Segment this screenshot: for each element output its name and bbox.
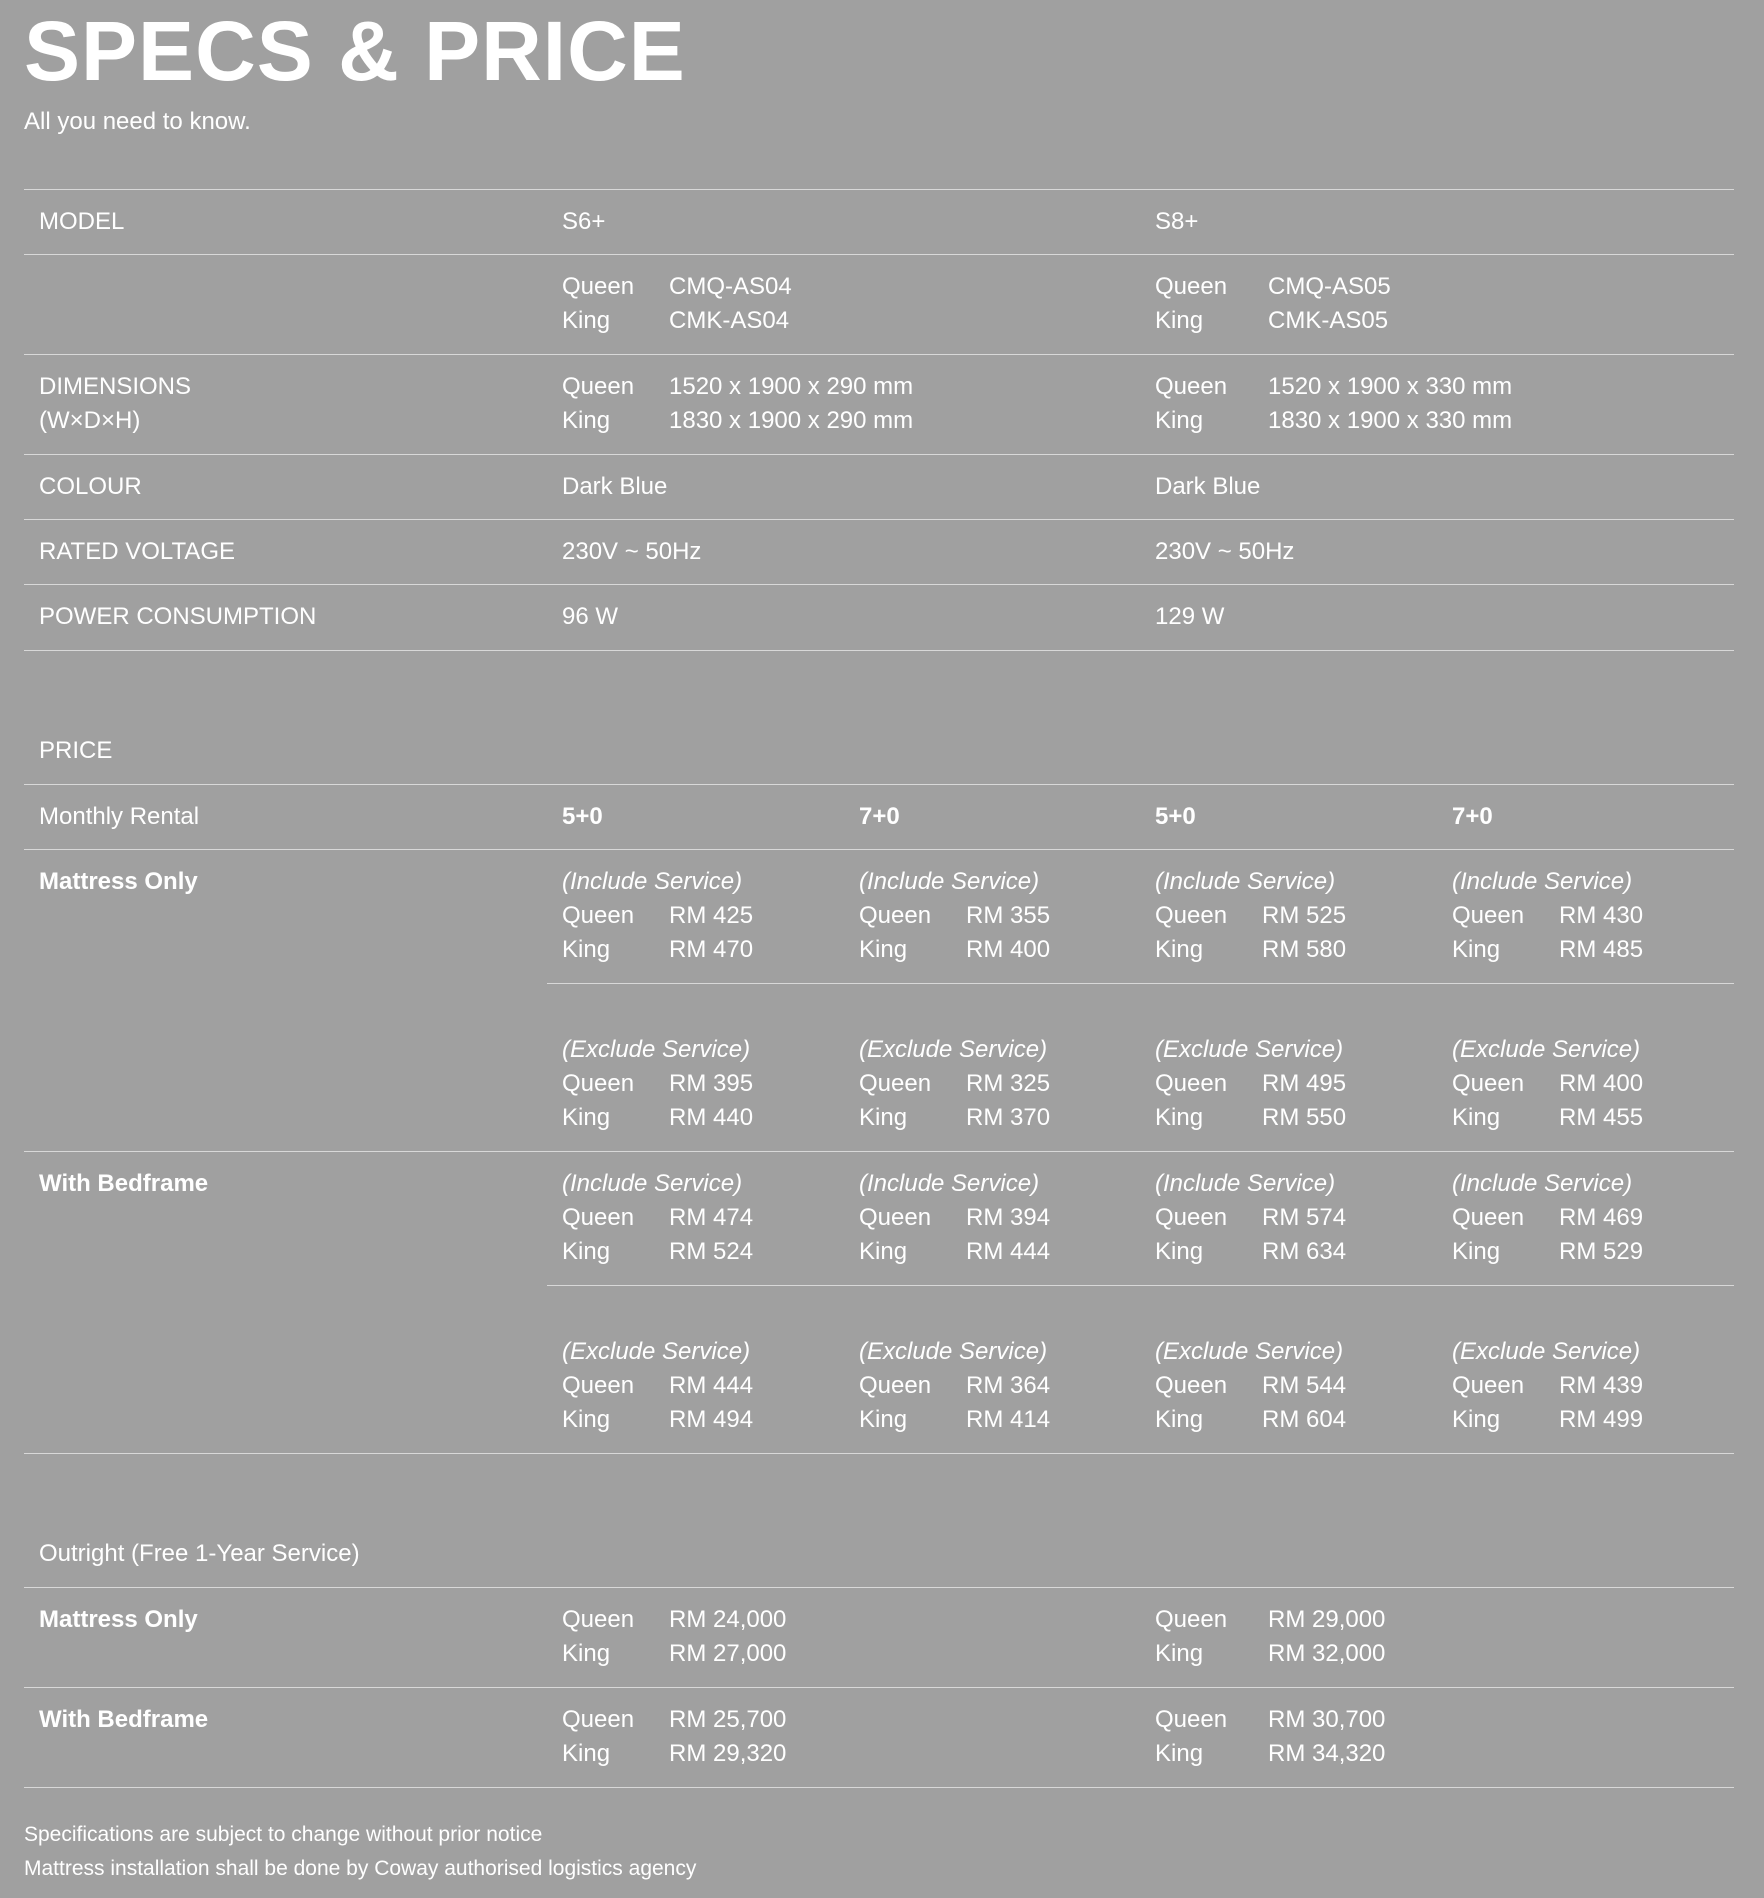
price-value: RM 634 bbox=[1262, 1238, 1347, 1265]
price-block bbox=[1155, 1167, 1346, 1269]
size-label: King bbox=[562, 936, 611, 963]
price-value: RM 395 bbox=[669, 1070, 754, 1097]
size-label: Queen bbox=[1452, 902, 1525, 929]
size-label: Queen bbox=[859, 902, 932, 929]
exclude-label: (Exclude Service) bbox=[1155, 1338, 1344, 1365]
size-label: King bbox=[1452, 936, 1501, 963]
size-label: King bbox=[1155, 1740, 1204, 1767]
price-block bbox=[1452, 865, 1643, 967]
pair-row bbox=[1155, 899, 1346, 933]
price-value: RM 444 bbox=[669, 1372, 754, 1399]
price-block bbox=[859, 865, 1050, 967]
size-label: King bbox=[859, 936, 908, 963]
model-code: CMQ-AS04 bbox=[669, 273, 792, 300]
pair-row bbox=[1452, 1235, 1643, 1269]
include-label: (Include Service) bbox=[859, 1170, 1040, 1197]
size-label: King bbox=[562, 307, 611, 334]
price-block bbox=[1155, 1335, 1346, 1437]
size-label: King bbox=[859, 1238, 908, 1265]
model-code: CMK-AS05 bbox=[1268, 307, 1389, 334]
price-block bbox=[859, 1335, 1050, 1437]
outright-mattress-s8 bbox=[1155, 1603, 1385, 1671]
price-block bbox=[562, 1167, 753, 1269]
price-value: RM 544 bbox=[1262, 1372, 1347, 1399]
row-colour bbox=[24, 455, 1734, 520]
row-outright-mattress-only bbox=[24, 1588, 1734, 1688]
price-value: RM 27,000 bbox=[669, 1640, 787, 1667]
pair-row bbox=[1155, 1637, 1385, 1671]
label-colour: COLOUR bbox=[39, 473, 142, 500]
price-value: RM 485 bbox=[1559, 936, 1644, 963]
plan-s6-7-0: 7+0 bbox=[859, 803, 900, 830]
dimension-value: 1830 x 1900 x 330 mm bbox=[1268, 407, 1513, 434]
pair-row bbox=[1155, 270, 1391, 304]
pair-row bbox=[1155, 1703, 1385, 1737]
row-power bbox=[24, 585, 1734, 651]
price-value: RM 580 bbox=[1262, 936, 1347, 963]
size-label: King bbox=[1155, 407, 1204, 434]
voltage-s6: 230V ~ 50Hz bbox=[562, 538, 702, 565]
size-label: King bbox=[562, 1640, 611, 1667]
pair-row bbox=[859, 933, 1050, 967]
row-monthly-rental bbox=[24, 785, 1734, 850]
size-label: Queen bbox=[859, 1070, 932, 1097]
pair-row bbox=[1155, 1369, 1346, 1403]
pair-row bbox=[1155, 1603, 1385, 1637]
price-block bbox=[859, 1033, 1050, 1135]
pair-row bbox=[859, 1201, 1050, 1235]
pair-row bbox=[562, 1067, 753, 1101]
price-value: RM 394 bbox=[966, 1204, 1051, 1231]
dimension-value: 1520 x 1900 x 290 mm bbox=[669, 373, 914, 400]
pair-row bbox=[859, 1369, 1050, 1403]
exclude-label: (Exclude Service) bbox=[1155, 1036, 1344, 1063]
price-value: RM 439 bbox=[1559, 1372, 1644, 1399]
size-label: Queen bbox=[562, 1372, 635, 1399]
dimensions-s8 bbox=[1155, 370, 1512, 438]
size-label: Queen bbox=[562, 902, 635, 929]
exclude-label: (Exclude Service) bbox=[1452, 1338, 1641, 1365]
price-block bbox=[1452, 1335, 1643, 1437]
label-power: POWER CONSUMPTION bbox=[39, 603, 317, 630]
price-value: RM 469 bbox=[1559, 1204, 1644, 1231]
size-label: King bbox=[859, 1406, 908, 1433]
size-label: Queen bbox=[1155, 373, 1228, 400]
price-value: RM 430 bbox=[1559, 902, 1644, 929]
pair-row bbox=[1155, 404, 1512, 438]
size-label: Queen bbox=[1155, 1070, 1228, 1097]
colour-s8: Dark Blue bbox=[1155, 473, 1261, 500]
pair-row bbox=[562, 370, 913, 404]
dimensions-s6 bbox=[562, 370, 913, 438]
size-label: King bbox=[1155, 1238, 1204, 1265]
price-value: RM 574 bbox=[1262, 1204, 1347, 1231]
footer-notes bbox=[24, 1818, 696, 1886]
pair-row bbox=[859, 1101, 1050, 1135]
price-value: RM 355 bbox=[966, 902, 1051, 929]
pair-row bbox=[562, 1703, 786, 1737]
label-outright-mattress-only: Mattress Only bbox=[39, 1606, 198, 1633]
row-outright-with-bedframe bbox=[24, 1688, 1734, 1788]
pair-row bbox=[1155, 1201, 1346, 1235]
pair-row bbox=[562, 404, 913, 438]
price-value: RM 495 bbox=[1262, 1070, 1347, 1097]
model-codes-s8 bbox=[1155, 270, 1391, 338]
price-value: RM 32,000 bbox=[1268, 1640, 1386, 1667]
price-value: RM 29,320 bbox=[669, 1740, 787, 1767]
pair-row bbox=[1155, 1737, 1385, 1771]
exclude-label: (Exclude Service) bbox=[562, 1338, 751, 1365]
size-label: King bbox=[562, 1238, 611, 1265]
pair-row bbox=[562, 933, 753, 967]
row-price-header bbox=[24, 651, 1734, 785]
model-s6: S6+ bbox=[562, 208, 606, 235]
size-label: King bbox=[1155, 1640, 1204, 1667]
price-value: RM 425 bbox=[669, 902, 754, 929]
price-block bbox=[562, 1335, 753, 1437]
pair-row bbox=[562, 899, 753, 933]
price-block bbox=[859, 1167, 1050, 1269]
voltage-s8: 230V ~ 50Hz bbox=[1155, 538, 1295, 565]
pair-row bbox=[562, 270, 792, 304]
label-voltage: RATED VOLTAGE bbox=[39, 538, 236, 565]
include-label: (Include Service) bbox=[1452, 868, 1633, 895]
pair-row bbox=[1155, 1235, 1346, 1269]
label-dimensions bbox=[39, 370, 191, 438]
price-block bbox=[1452, 1033, 1643, 1135]
row-rental-mattress-only bbox=[24, 850, 1734, 1152]
footer-note: Mattress installation shall be done by Coway authorised logistics agency bbox=[24, 1857, 697, 1880]
model-s8: S8+ bbox=[1155, 208, 1199, 235]
price-value: RM 604 bbox=[1262, 1406, 1347, 1433]
size-label: King bbox=[859, 1104, 908, 1131]
label-price: PRICE bbox=[39, 737, 113, 764]
label-rental-with-bedframe: With Bedframe bbox=[39, 1170, 209, 1197]
size-label: Queen bbox=[859, 1204, 932, 1231]
row-rental-with-bedframe bbox=[24, 1152, 1734, 1454]
dimension-value: 1520 x 1900 x 330 mm bbox=[1268, 373, 1513, 400]
price-value: RM 29,000 bbox=[1268, 1606, 1386, 1633]
price-value: RM 440 bbox=[669, 1104, 754, 1131]
size-label: King bbox=[1155, 1104, 1204, 1131]
size-label: Queen bbox=[1155, 902, 1228, 929]
size-label: Queen bbox=[1452, 1204, 1525, 1231]
label-dimensions-title: DIMENSIONS bbox=[39, 373, 192, 400]
pair-row bbox=[562, 1201, 753, 1235]
pair-row bbox=[562, 1235, 753, 1269]
pair-row bbox=[1452, 1369, 1643, 1403]
price-value: RM 400 bbox=[1559, 1070, 1644, 1097]
colour-s6: Dark Blue bbox=[562, 473, 668, 500]
price-value: RM 25,700 bbox=[669, 1706, 787, 1733]
pair-row bbox=[1155, 1403, 1346, 1437]
size-label: King bbox=[562, 1740, 611, 1767]
size-label: King bbox=[1452, 1406, 1501, 1433]
size-label: King bbox=[562, 407, 611, 434]
pair-row bbox=[1155, 1101, 1346, 1135]
plan-s8-7-0: 7+0 bbox=[1452, 803, 1493, 830]
price-value: RM 474 bbox=[669, 1204, 754, 1231]
price-block bbox=[562, 865, 753, 967]
pair-row bbox=[562, 1403, 753, 1437]
price-block bbox=[1155, 865, 1346, 967]
service-divider bbox=[547, 1285, 1734, 1286]
label-dimensions-unit: (W×D×H) bbox=[39, 407, 141, 434]
price-value: RM 499 bbox=[1559, 1406, 1644, 1433]
pair-row bbox=[562, 1369, 753, 1403]
label-outright-with-bedframe: With Bedframe bbox=[39, 1706, 209, 1733]
row-outright-header bbox=[24, 1454, 1734, 1588]
pair-row bbox=[1452, 1201, 1643, 1235]
size-label: King bbox=[1155, 1406, 1204, 1433]
pair-row bbox=[1452, 1403, 1643, 1437]
dimension-value: 1830 x 1900 x 290 mm bbox=[669, 407, 914, 434]
outright-bedframe-s8 bbox=[1155, 1703, 1385, 1771]
price-value: RM 370 bbox=[966, 1104, 1051, 1131]
price-value: RM 529 bbox=[1559, 1238, 1644, 1265]
outright-mattress-s6 bbox=[562, 1603, 786, 1671]
price-value: RM 325 bbox=[966, 1070, 1051, 1097]
pair-row bbox=[562, 1101, 753, 1135]
price-value: RM 30,700 bbox=[1268, 1706, 1386, 1733]
exclude-label: (Exclude Service) bbox=[859, 1036, 1048, 1063]
pair-row bbox=[562, 304, 792, 338]
price-value: RM 524 bbox=[669, 1238, 754, 1265]
size-label: Queen bbox=[1155, 1606, 1228, 1633]
size-label: Queen bbox=[562, 273, 635, 300]
pair-row bbox=[1155, 304, 1391, 338]
pair-row bbox=[859, 1067, 1050, 1101]
outright-bedframe-s6 bbox=[562, 1703, 786, 1771]
size-label: King bbox=[562, 1406, 611, 1433]
pair-row bbox=[562, 1603, 786, 1637]
size-label: King bbox=[562, 1104, 611, 1131]
power-s6: 96 W bbox=[562, 603, 619, 630]
pair-row bbox=[1155, 933, 1346, 967]
pair-row bbox=[859, 1235, 1050, 1269]
model-code: CMK-AS04 bbox=[669, 307, 790, 334]
include-label: (Include Service) bbox=[1155, 868, 1336, 895]
pair-row bbox=[859, 899, 1050, 933]
price-value: RM 525 bbox=[1262, 902, 1347, 929]
size-label: Queen bbox=[562, 1606, 635, 1633]
include-label: (Include Service) bbox=[562, 1170, 743, 1197]
price-value: RM 24,000 bbox=[669, 1606, 787, 1633]
price-block bbox=[1155, 1033, 1346, 1135]
exclude-label: (Exclude Service) bbox=[1452, 1036, 1641, 1063]
size-label: King bbox=[1452, 1238, 1501, 1265]
pair-row bbox=[1452, 1067, 1643, 1101]
price-value: RM 550 bbox=[1262, 1104, 1347, 1131]
size-label: King bbox=[1155, 307, 1204, 334]
include-label: (Include Service) bbox=[562, 868, 743, 895]
pair-row bbox=[1452, 1101, 1643, 1135]
size-label: Queen bbox=[562, 1706, 635, 1733]
label-outright: Outright (Free 1-Year Service) bbox=[39, 1540, 360, 1567]
row-dimensions bbox=[24, 355, 1734, 455]
price-value: RM 494 bbox=[669, 1406, 754, 1433]
pair-row bbox=[1452, 899, 1643, 933]
page-subtitle: All you need to know. bbox=[24, 108, 251, 135]
row-voltage bbox=[24, 520, 1734, 585]
price-value: RM 414 bbox=[966, 1406, 1051, 1433]
include-label: (Include Service) bbox=[1155, 1170, 1336, 1197]
size-label: Queen bbox=[1155, 1706, 1228, 1733]
price-value: RM 455 bbox=[1559, 1104, 1644, 1131]
price-block bbox=[562, 1033, 753, 1135]
service-divider bbox=[547, 983, 1734, 984]
price-value: RM 470 bbox=[669, 936, 754, 963]
include-label: (Include Service) bbox=[859, 868, 1040, 895]
pair-row bbox=[1452, 933, 1643, 967]
pair-row bbox=[562, 1637, 786, 1671]
size-label: Queen bbox=[562, 1070, 635, 1097]
size-label: Queen bbox=[1155, 1372, 1228, 1399]
price-value: RM 400 bbox=[966, 936, 1051, 963]
pair-row bbox=[562, 1737, 786, 1771]
model-code: CMQ-AS05 bbox=[1268, 273, 1391, 300]
plan-s8-5-0: 5+0 bbox=[1155, 803, 1196, 830]
include-label: (Include Service) bbox=[1452, 1170, 1633, 1197]
size-label: Queen bbox=[1155, 1204, 1228, 1231]
price-value: RM 34,320 bbox=[1268, 1740, 1386, 1767]
size-label: Queen bbox=[1452, 1070, 1525, 1097]
size-label: Queen bbox=[1452, 1372, 1525, 1399]
exclude-label: (Exclude Service) bbox=[562, 1036, 751, 1063]
footer-note: Specifications are subject to change without prior notice bbox=[24, 1823, 543, 1846]
model-codes-s6 bbox=[562, 270, 792, 338]
row-model bbox=[24, 190, 1734, 255]
plan-s6-5-0: 5+0 bbox=[562, 803, 603, 830]
size-label: Queen bbox=[562, 1204, 635, 1231]
price-value: RM 364 bbox=[966, 1372, 1051, 1399]
row-model-codes bbox=[24, 255, 1734, 355]
size-label: Queen bbox=[1155, 273, 1228, 300]
exclude-label: (Exclude Service) bbox=[859, 1338, 1048, 1365]
price-block bbox=[1452, 1167, 1643, 1269]
label-monthly-rental: Monthly Rental bbox=[39, 803, 200, 830]
pair-row bbox=[1155, 370, 1512, 404]
pair-row bbox=[859, 1403, 1050, 1437]
size-label: Queen bbox=[562, 373, 635, 400]
price-value: RM 444 bbox=[966, 1238, 1051, 1265]
size-label: King bbox=[1155, 936, 1204, 963]
page-title: SPECS & PRICE bbox=[24, 4, 686, 98]
label-rental-mattress-only: Mattress Only bbox=[39, 868, 198, 895]
power-s8: 129 W bbox=[1155, 603, 1225, 630]
size-label: Queen bbox=[859, 1372, 932, 1399]
label-model: MODEL bbox=[39, 208, 125, 235]
pair-row bbox=[1155, 1067, 1346, 1101]
size-label: King bbox=[1452, 1104, 1501, 1131]
